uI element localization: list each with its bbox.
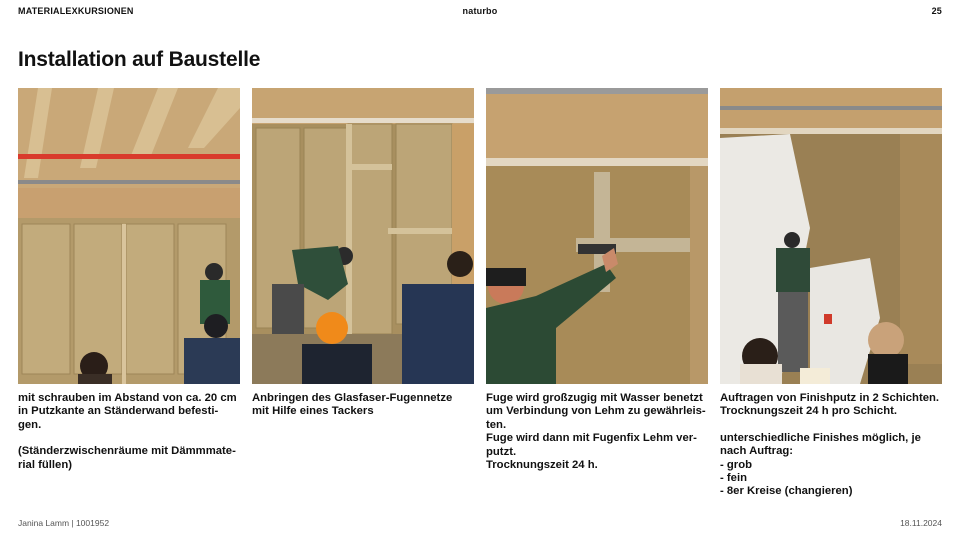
caption-line: - grob (720, 458, 752, 471)
caption-line: Trocknungszeit 24 h pro Schicht. (720, 405, 898, 418)
caption-line: rial füllen) (18, 458, 72, 471)
caption-line: Trocknungszeit 24 h. (486, 459, 598, 472)
footer (18, 518, 942, 530)
caption-line: nach Auftrag: (720, 445, 794, 458)
caption-line: in Putzkante an Ständerwand befesti- (18, 405, 219, 418)
photo-4 (720, 88, 942, 384)
caption-2 (252, 392, 480, 419)
section-label: MATERIALEXKURSIONEN (18, 6, 134, 16)
caption-4 (720, 392, 948, 499)
top-bar (18, 6, 942, 20)
caption-3 (486, 392, 714, 472)
page-number: 25 (931, 6, 942, 16)
caption-line: - fein (720, 472, 747, 485)
caption-line: putzt. (486, 445, 517, 458)
caption-line: Fuge wird großzugig mit Wasser benetzt (486, 392, 703, 404)
caption-line: Anbringen des Glasfaser-Fugennetze (252, 392, 453, 404)
caption-line: ten. (486, 418, 507, 431)
caption-line: um Verbindung von Lehm zu gewährleis- (486, 405, 706, 418)
photo-1 (18, 88, 240, 384)
author-label: Janina Lamm | 1001952 (18, 518, 110, 528)
caption-line: (Ständerzwischenräume mit Dämmmate- (18, 445, 236, 458)
brand-label: naturbo (462, 6, 498, 16)
caption-line: mit Hilfe eines Tackers (252, 405, 374, 418)
caption-1 (18, 392, 246, 472)
photo-2 (252, 88, 474, 384)
caption-line: mit schrauben im Abstand von ca. 20 cm (18, 392, 237, 404)
page-title: Installation auf Baustelle (18, 48, 261, 71)
caption-line: Auftragen von Finishputz in 2 Schichten. (720, 392, 940, 404)
caption-line: - 8er Kreise (changieren) (720, 485, 853, 498)
photo-3 (486, 88, 708, 384)
caption-line: unterschiedliche Finishes möglich, je (720, 431, 921, 444)
caption-line: gen. (18, 418, 42, 431)
date-label: 18.11.2024 (900, 518, 942, 528)
caption-line: Fuge wird dann mit Fugenfix Lehm ver- (486, 432, 697, 445)
